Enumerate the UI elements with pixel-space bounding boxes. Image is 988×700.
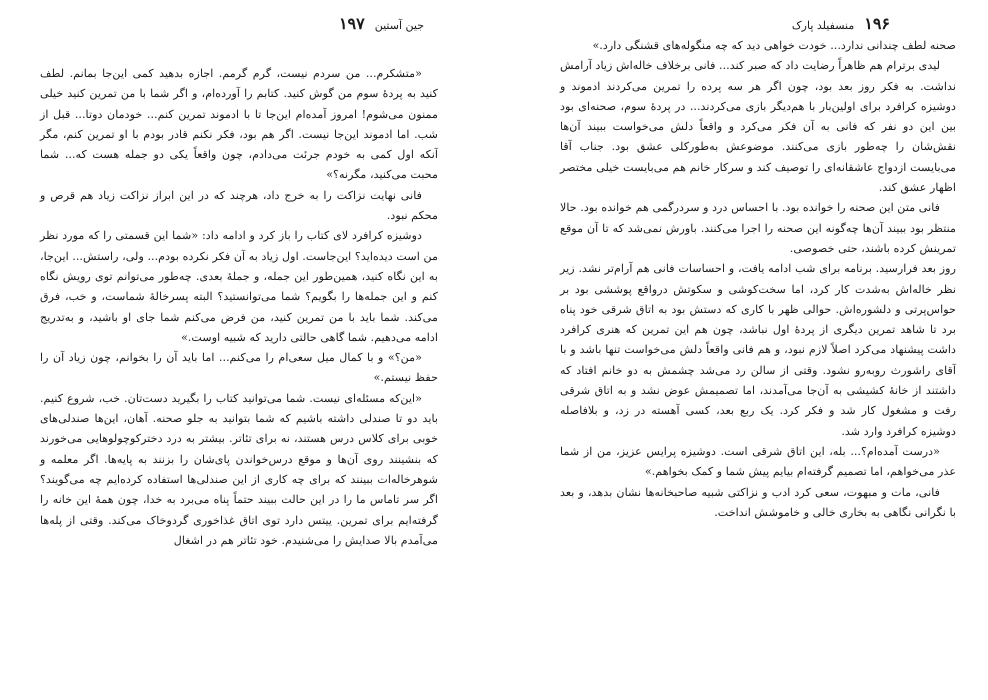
right-page-header: [564, 14, 890, 36]
running-head: منسفیلد پارک: [791, 19, 855, 32]
left-page-body: [40, 64, 438, 551]
left-page-header: [40, 14, 424, 36]
paragraph: روز بعد فرارسید. برنامه برای شب ادامه یافت، و احساسات فانی هم آرام‌تر نشد. زیر نظر خاله‌اش به‌شدت کار کرد، اما سخت‌کوشی و سکوتش درواقع پوششی بود بر حواس‌پرتی و دلشوره‌اش. حوالی ظهر با کاری که دستش بود به اتاق شرقی خود پناه برد تا شاهد تمرین دیگری از پردهٔ اول نباشد، چون هم این تمرین که هنری کرافرد داشت پیشنهاد می‌کرد اصلاً لازم نبود، و هم فانی واقعاً دلش می‌خواست تنها باشد و با آقای راشورث روبه‌رو نشود. وقتی از سالن رد می‌شد چشمش به دو خانم افتاد که داشتند از خانهٔ کشیشی به آن‌جا می‌آمدند، اما تصمیمش عوض نشد و به اتاق شرقی رفت و مشغول کار شد و فکر کرد. یک ربع بعد، کسی آهسته در زد، و بلافاصله دوشیزه کرافرد وارد شد.: [560, 262, 956, 438]
right-page-body: [560, 36, 956, 523]
paragraph: فانی متن این صحنه را خوانده بود. با احساس درد و سردرگمی هم خوانده بود. حالا منتظر بود ببیند آن‌ها چه‌گونه این صحنه را اجرا می‌کنند. باورش نمی‌شد که تا آن موقع تمرینش کرده باشند، حتی خصوصی.: [560, 201, 956, 255]
paragraph: «این‌که مسئله‌ای نیست. شما می‌توانید کتاب را بگیرید دست‌تان. خب، شروع کنیم. باید دو تا صندلی داشته باشیم که شما بتوانید به جلو صحنه. آهان، این‌ها صندلی‌های خوبی برای کلاس درس هستند، نه برای تئاتر. بیشتر به درد دخترکوچولوهایی می‌خورند که بنشینند روی آن‌ها و موقع درس‌خواندن پای‌شان را بزنند به پایه‌ها. اگر معلمه و شوهرخاله‌ات ببینند که برای چه کاری از این صندلی‌ها استفاده کرده‌ایم چه می‌گویند؟ اگر سر تاماس ما را در این حالت ببیند حتماً پناه می‌برد به خدا، چون همهٔ این خانه را گرفته‌ایم برای تمرین. ییتس دارد توی اتاق غذاخوری گردوخاک می‌کند. وقتی از پله‌ها می‌آمدم بالا صدایش را می‌شنیدم. خود تئاتر هم در اشغال: [40, 391, 438, 547]
paragraph: لیدی برترام هم ظاهراً رضایت داد که صبر کند... فانی برخلاف خاله‌اش زیاد آرامش نداشت. به فکر روز بعد بود، چون اگر هر سه پرده را تمرین می‌کردند ادموند و دوشیزه کرافرد برای اولین‌بار با هم‌دیگر بازی می‌کردند... در پردهٔ سوم، صحنه‌ای بود بین این دو نفر که فانی به آن فکر می‌کرد و واقعاً دلش می‌خواست ببیند آن‌ها نقش‌شان را چه‌طور بازی می‌کنند. موضوعش به‌طورکلی عشق بود. جناب آقا می‌بایست ازدواج عاشقانه‌ای را توصیف کند و سرکار خانم هم می‌بایست خیلی مختصر اظهار عشق کند.: [560, 59, 956, 195]
paragraph: فانی نهایت نزاکت را به خرج داد، هرچند که در این ابراز نزاکت زیاد هم قرص و محکم نبود.: [40, 188, 438, 223]
page-number: ۱۹۶: [864, 14, 890, 33]
paragraph: «درست آمده‌ام؟... بله، این اتاق شرقی است. دوشیزه پرایس عزیز، من از شما عذر می‌خواهم، اما تصمیم گرفته‌ام بیایم پیش شما و کمک بخواهم.»: [560, 444, 956, 479]
page-number: ۱۹۷: [338, 14, 365, 33]
running-head: جین آستین: [374, 19, 424, 32]
right-page: [494, 0, 988, 700]
paragraph: صحنه لطف چندانی ندارد... خودت خواهی دید که چه منگوله‌های قشنگی دارد.»: [592, 39, 956, 52]
paragraph: «متشکرم... من سردم نیست، گرم گرمم. اجازه بدهید کمی این‌جا بمانم. لطف کنید به پردهٔ سوم من گوش کنید. کتابم را آورده‌ام، و اگر شما با من تمرین کنید خیلی ممنون می‌شوم! امروز آمده‌ام این‌جا تا با ادموند تمرین کنم... خودمان دوتا... قبل از شب. اما ادموند این‌جا نیست. اگر هم بود، فکر نکنم قادر بودم با او تمرین کنم، مگر آنکه اول کمی به خودم جرئت می‌دادم، چون واقعاً یکی دو جمله هست که... شما محبت می‌کنید، مگرنه؟»: [40, 67, 438, 182]
paragraph: فانی، مات و مبهوت، سعی کرد ادب و نزاکتی شبیه صاحبخانه‌ها نشان بدهد، و بعد با نگرانی نگاهی به بخاری خالی و خاموشش انداخت.: [560, 485, 956, 519]
paragraph: «من؟» و با کمال میل سعی‌ام را می‌کنم... اما باید آن را بخوانم، چون زیاد آن را حفظ نیستم.»: [40, 351, 438, 385]
paragraph: دوشیزه کرافرد لای کتاب را باز کرد و ادامه داد: «شما این قسمتی را که مورد نظر من است دیده‌اید؟ این‌جاست. اول زیاد به آن فکر نکرده بودم... ولی، راستش... این‌جا، به این نگاه کنید، همین‌طور این جمله، و جملهٔ بعدی. چه‌طور می‌توانم توی رویش نگاه کنم و این جمله‌ها را بگویم؟ شما می‌توانستید؟ البته پسرخالهٔ شماست، و خب، فرق می‌کند. شما باید با من تمرین کنید، من فرض می‌کنم شما جای او باشید، و به‌تدریج ادامه می‌دهیم. شما گاهی حالتی دارید که شبیه اوست.»: [40, 229, 438, 344]
